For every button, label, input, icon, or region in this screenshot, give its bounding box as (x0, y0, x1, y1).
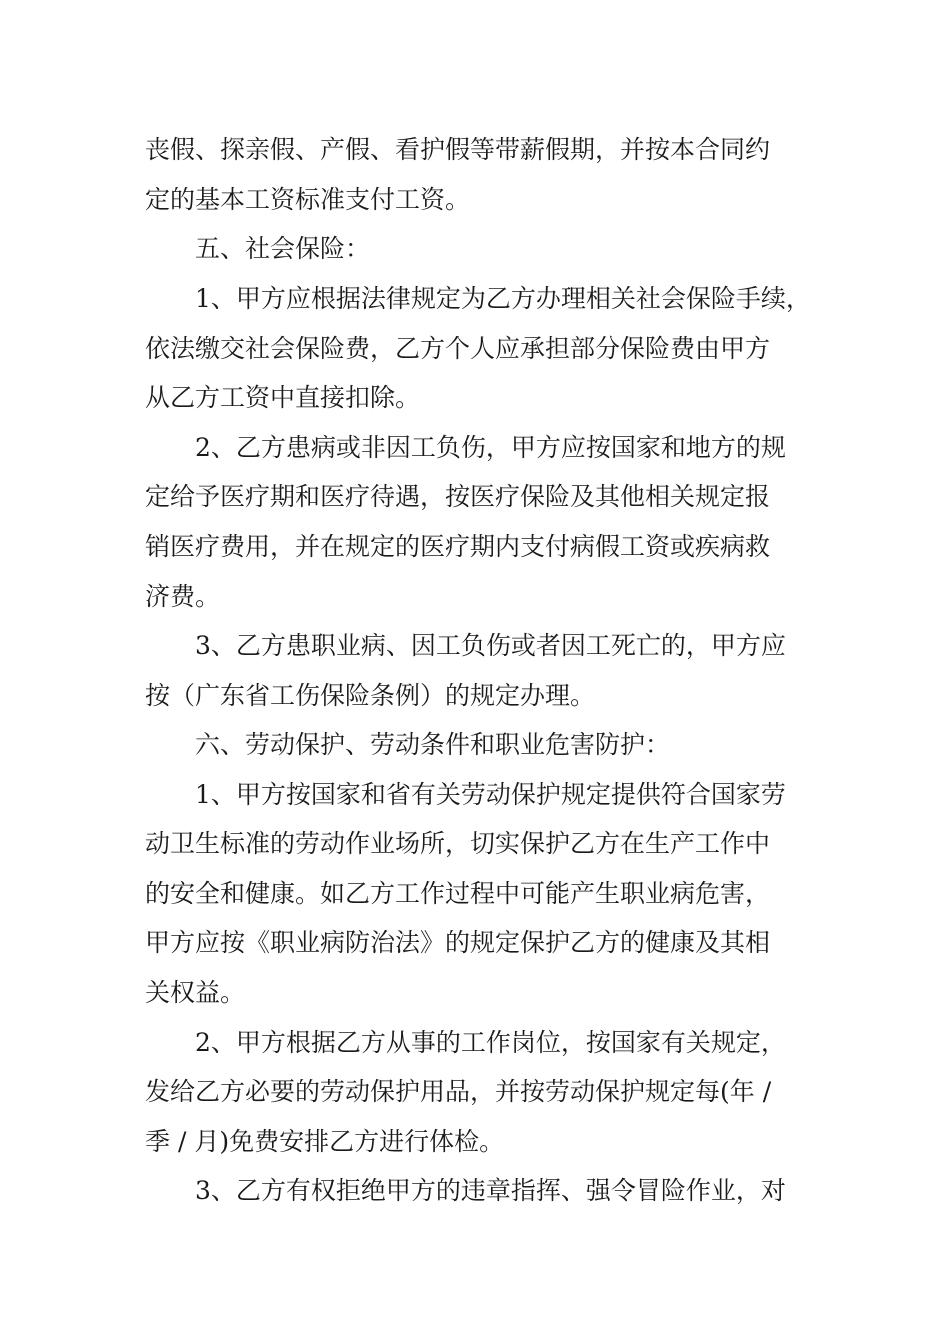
section-heading: 六、劳动保护、劳动条件和职业危害防护： (195, 730, 671, 759)
text-line: 丧假、探亲假、产假、看护假等带薪假期，并按本合同约 (145, 135, 771, 164)
text-line: 定的基本工资标准支付工资。 (145, 185, 471, 214)
text-line: 1、甲方应根据法律规定为乙方办理相关社会保险手续， (195, 284, 811, 313)
text-line: 济费。 (145, 582, 221, 611)
text-line: 关权益。 (145, 978, 246, 1007)
text-line: 定给予医疗期和医疗待遇，按医疗保险及其他相关规定报 (145, 482, 771, 511)
text-line: 销医疗费用，并在规定的医疗期内支付病假工资或疾病救 (145, 532, 771, 561)
text-line: 从乙方工资中直接扣除。 (145, 383, 421, 412)
text-line: 发给乙方必要的劳动保护用品，并按劳动保护规定每(年 / (145, 1077, 772, 1106)
text-line: 3、乙方有权拒绝甲方的违章指挥、强令冒险作业，对 (195, 1176, 786, 1205)
text-line: 的安全和健康。如乙方工作过程中可能产生职业病危害， (145, 879, 771, 908)
text-line: 3、乙方患职业病、因工负伤或者因工死亡的，甲方应 (195, 631, 786, 660)
text-line: 2、甲方根据乙方从事的工作岗位，按国家有关规定， (195, 1028, 786, 1057)
text-line: 1、甲方按国家和省有关劳动保护规定提供符合国家劳 (195, 780, 786, 809)
section-heading: 五、社会保险： (195, 234, 371, 263)
text-line: 甲方应按《职业病防治法》的规定保护乙方的健康及其相 (145, 928, 771, 957)
text-line: 按（广东省工伤保险条例）的规定办理。 (145, 681, 596, 710)
text-line: 依法缴交社会保险费，乙方个人应承担部分保险费由甲方 (145, 334, 771, 363)
text-line: 动卫生标准的劳动作业场所，切实保护乙方在生产工作中 (145, 829, 771, 858)
text-line: 2、乙方患病或非因工负伤，甲方应按国家和地方的规 (195, 433, 786, 462)
text-line: 季 / 月)免费安排乙方进行体检。 (145, 1127, 505, 1156)
